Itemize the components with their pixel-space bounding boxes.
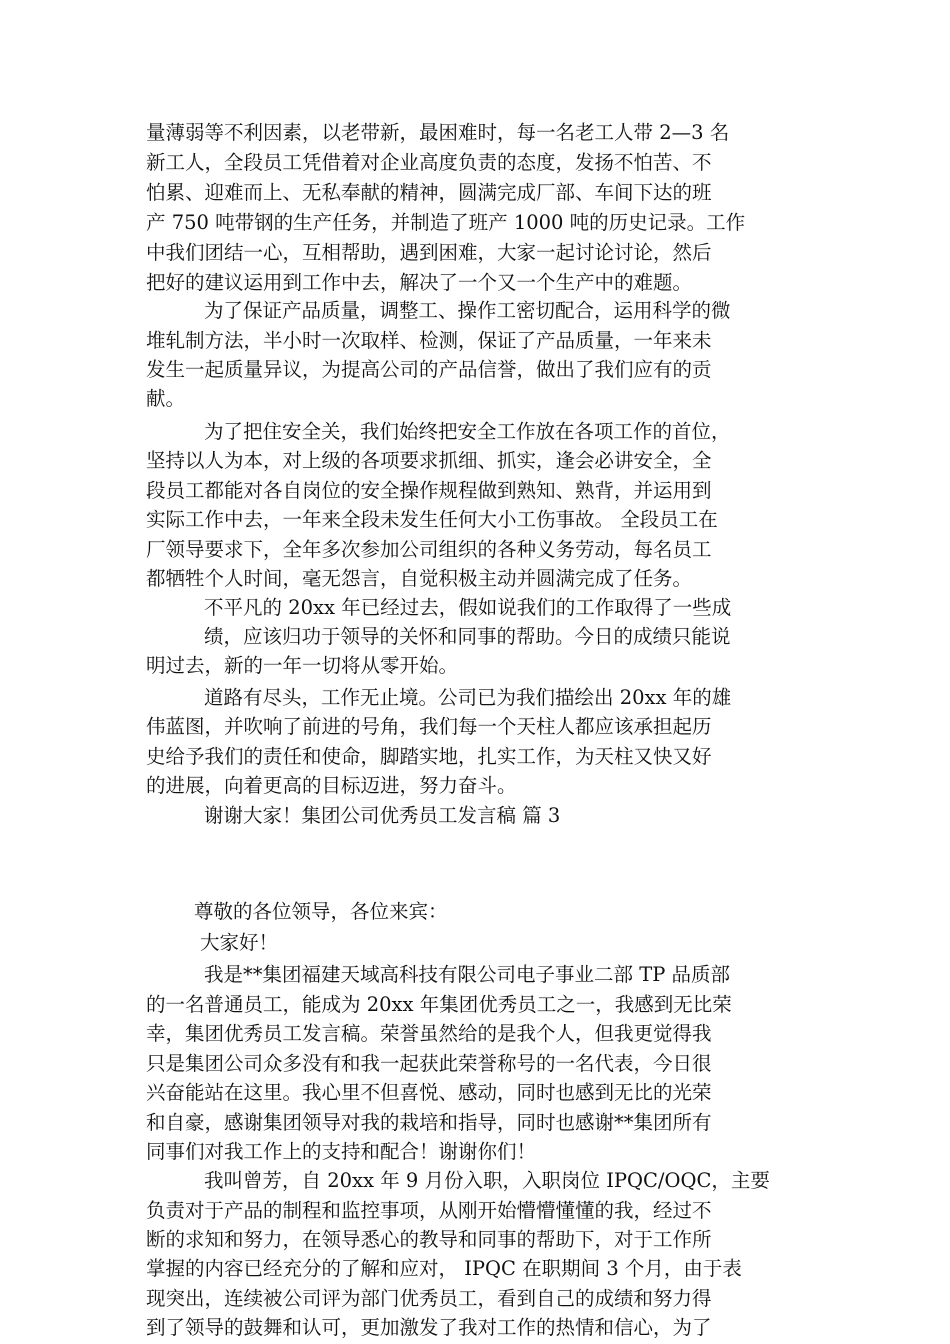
text-line: 实际工作中去，一年来全段未发生任何大小工伤事故。 全段员工在 xyxy=(146,508,718,531)
text-line: 道路有尽头，工作无止境。公司已为我们描绘出 20xx 年的雄 xyxy=(204,686,732,709)
text-line: 中我们团结一心，互相帮助，遇到困难，大家一起讨论讨论，然后 xyxy=(146,241,712,264)
text-line: 掌握的内容已经充分的了解和应对， IPQC 在职期间 3 个月，由于表 xyxy=(146,1257,742,1280)
text-line: 幸，集团优秀员工发言稿。荣誉虽然给的是我个人，但我更觉得我 xyxy=(146,1022,712,1045)
text-line: 伟蓝图，并吹响了前进的号角，我们每一个天柱人都应该承担起历 xyxy=(146,715,712,738)
text-line: 量薄弱等不利因素，以老带新，最困难时，每一名老工人带 2—3 名 xyxy=(146,121,730,144)
text-line: 现突出，连续被公司评为部门优秀员工，看到自己的成绩和努力得 xyxy=(146,1287,712,1310)
text-line: 发生一起质量异议，为提高公司的产品信誉，做出了我们应有的贡 xyxy=(146,358,712,381)
text-line: 和自豪，感谢集团领导对我的栽培和指导，同时也感谢**集团所有 xyxy=(146,1111,712,1134)
text-line: 兴奋能站在这里。我心里不但喜悦、感动，同时也感到无比的光荣 xyxy=(146,1081,712,1104)
greeting: 大家好！ xyxy=(200,931,279,954)
text-line: 厂领导要求下，全年多次参加公司组织的各种义务劳动，每名员工 xyxy=(146,538,712,561)
text-line: 我是**集团福建天域高科技有限公司电子事业二部 TP 品质部 xyxy=(204,963,731,986)
text-line: 把好的建议运用到工作中去，解决了一个又一个生产中的难题。 xyxy=(146,271,693,294)
text-line: 的进展，向着更高的目标迈进，努力奋斗。 xyxy=(146,774,517,797)
text-line: 都牺牲个人时间，毫无怨言，自觉积极主动并圆满完成了任务。 xyxy=(146,567,693,590)
text-line: 绩，应该归功于领导的关怀和同事的帮助。今日的成绩只能说 xyxy=(204,625,731,648)
text-line: 断的求知和努力，在领导悉心的教导和同事的帮助下，对于工作所 xyxy=(146,1228,712,1251)
salutation: 尊敬的各位领导，各位来宾： xyxy=(194,900,448,923)
text-line: 堆轧制方法，半小时一次取样、检测，保证了产品质量，一年来未 xyxy=(146,329,712,352)
text-line: 不平凡的 20xx 年已经过去，假如说我们的工作取得了一些成 xyxy=(204,596,732,619)
text-line: 的一名普通员工，能成为 20xx 年集团优秀员工之一，我感到无比荣 xyxy=(146,993,732,1016)
text-line: 段员工都能对各自岗位的安全操作规程做到熟知、熟背，并运用到 xyxy=(146,479,712,502)
text-line: 同事们对我工作上的支持和配合！谢谢你们！ xyxy=(146,1140,537,1163)
text-line: 新工人，全段员工凭借着对企业高度负责的态度，发扬不怕苦、不 xyxy=(146,151,712,174)
text-line: 明过去，新的一年一切将从零开始。 xyxy=(146,654,459,677)
text-line: 只是集团公司众多没有和我一起获此荣誉称号的一名代表，今日很 xyxy=(146,1052,712,1075)
text-line: 史给予我们的责任和使命，脚踏实地，扎实工作，为天柱又快又好 xyxy=(146,745,712,768)
text-line: 坚持以人为本，对上级的各项要求抓细、抓实，逢会必讲安全，全 xyxy=(146,449,712,472)
text-line: 怕累、迎难而上、无私奉献的精神，圆满完成厂部、车间下达的班 xyxy=(146,181,712,204)
section-heading: 谢谢大家！集团公司优秀员工发言稿 篇 3 xyxy=(204,804,561,827)
text-line: 到了领导的鼓舞和认可，更加激发了我对工作的热情和信心，为了 xyxy=(146,1316,712,1339)
text-line: 为了把住安全关，我们始终把安全工作放在各项工作的首位， xyxy=(204,420,731,443)
text-line: 为了保证产品质量，调整工、操作工密切配合，运用科学的微 xyxy=(204,299,731,322)
text-line: 产 750 吨带钢的生产任务，并制造了班产 1000 吨的历史记录。工作 xyxy=(146,211,746,234)
text-line: 献。 xyxy=(146,387,186,410)
text-line: 负责对于产品的制程和监控事项，从刚开始懵懵懂懂的我，经过不 xyxy=(146,1199,712,1222)
text-line: 我叫曾芳，自 20xx 年 9 月份入职，入职岗位 IPQC/OQC，主要 xyxy=(204,1169,770,1192)
